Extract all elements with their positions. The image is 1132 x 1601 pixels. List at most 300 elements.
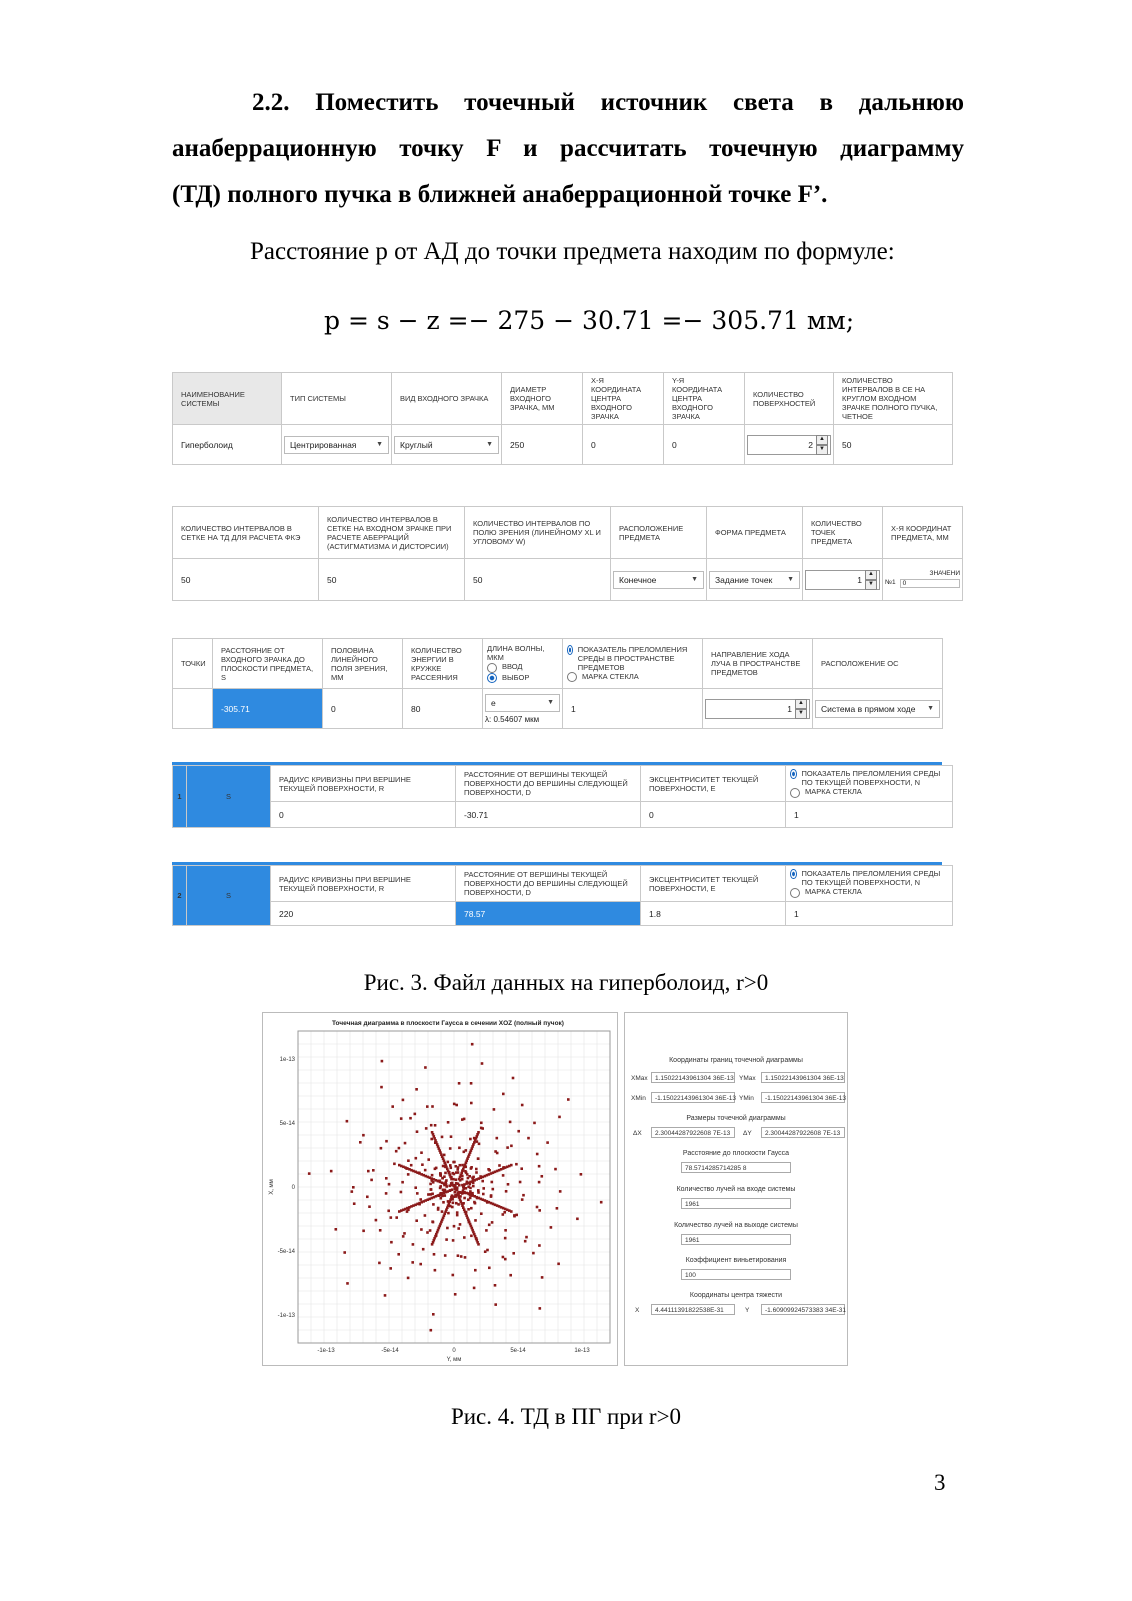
surface-code[interactable]: S: [187, 866, 271, 926]
spot-point: [484, 1250, 487, 1253]
spot-point: [457, 1254, 460, 1257]
spot-point: [362, 1134, 365, 1137]
spot-point: [524, 1240, 527, 1243]
index-cell[interactable]: 1: [786, 902, 953, 926]
cx-field[interactable]: 4.44111391822538E-31: [651, 1304, 735, 1315]
energy-cell[interactable]: 80: [403, 689, 483, 729]
spot-point: [390, 1241, 393, 1244]
spot-point: [457, 1166, 460, 1169]
cy-field[interactable]: -1.60909924573383 34E-31: [761, 1304, 845, 1315]
x-tick-label: 1e-13: [574, 1348, 590, 1354]
spot-point: [498, 1164, 501, 1167]
spot-point: [457, 1203, 460, 1206]
spot-point: [385, 1140, 388, 1143]
radius-cell[interactable]: 0: [271, 802, 456, 828]
spot-point: [441, 1210, 444, 1213]
radio-icon: [567, 672, 577, 682]
pupil-type-select[interactable]: [394, 436, 499, 454]
spot-point: [453, 1103, 456, 1106]
spot-point: [558, 1116, 561, 1119]
pupil-diameter-cell[interactable]: 250: [502, 425, 583, 465]
thickness-cell[interactable]: 78.57: [456, 902, 641, 926]
formula: p = s − z =− 275 − 30.71 =− 305.71 мм;: [324, 306, 855, 335]
spot-point: [393, 1163, 396, 1166]
glass-option[interactable]: [790, 787, 948, 797]
thickness-cell[interactable]: -30.71: [456, 802, 641, 828]
header-object-shape: ФОРМА ПРЕДМЕТА: [707, 507, 803, 559]
spot-point: [459, 1223, 462, 1226]
spot-point: [452, 1239, 455, 1242]
point-cell: [173, 689, 213, 729]
spot-point: [477, 1243, 480, 1246]
spot-point: [416, 1130, 419, 1133]
spot-point: [380, 1086, 383, 1089]
spot-point: [388, 1183, 391, 1186]
spot-point: [400, 1191, 403, 1194]
spot-point: [415, 1219, 418, 1222]
spot-point: [455, 1202, 458, 1205]
spot-point: [395, 1150, 398, 1153]
spot-point: [447, 1161, 450, 1164]
y-tick-label: 0: [291, 1185, 295, 1191]
size-title: Размеры точечной диаграммы: [686, 1115, 786, 1122]
radio-select-option[interactable]: [487, 673, 558, 683]
spot-point: [380, 1147, 383, 1150]
glass-option[interactable]: [790, 887, 948, 897]
values-label: ЗНАЧЕНИ: [929, 569, 960, 577]
gauss-title: Расстояние до плоскости Гаусса: [682, 1150, 790, 1157]
spot-point: [536, 1153, 539, 1156]
pupil-x-cell[interactable]: 0: [583, 425, 664, 465]
header-os-location: РАСПОЛОЖЕНИЕ ОС: [813, 639, 943, 689]
object-index-cell[interactable]: 1: [563, 689, 703, 729]
spot-point: [387, 1210, 390, 1213]
spot-point: [427, 1158, 430, 1161]
x-axis-label: Y, мм: [446, 1357, 462, 1363]
spot-point: [443, 1175, 446, 1178]
spot-point: [384, 1294, 387, 1297]
header-object-points: КОЛИЧЕСТВО ТОЧЕК ПРЕДМЕТА: [803, 507, 883, 559]
object-points-value: 1: [857, 574, 862, 585]
os-location-select[interactable]: [815, 700, 940, 718]
stepper-up-icon[interactable]: ▲: [816, 435, 828, 445]
rays-in-title: Количество лучей на входе системы: [676, 1186, 796, 1193]
xmax-field[interactable]: 1.15022143961304 36E-13: [651, 1072, 735, 1083]
spot-point: [470, 1235, 473, 1238]
spot-point: [407, 1173, 410, 1176]
xmin-field[interactable]: -1.15022143961304 36E-13: [651, 1092, 735, 1103]
dx-field[interactable]: 2.30044287922608 7E-13: [651, 1127, 735, 1138]
spot-point: [430, 1138, 433, 1141]
spot-point: [412, 1243, 415, 1246]
spot-point: [437, 1208, 440, 1211]
stepper-down-icon[interactable]: ▼: [865, 580, 877, 590]
radio-selected-icon: [487, 673, 497, 683]
spot-point: [554, 1168, 557, 1171]
spot-point: [385, 1192, 388, 1195]
rays-in-field[interactable]: 1961: [681, 1198, 791, 1209]
spot-point: [424, 1214, 427, 1217]
spot-point: [362, 1230, 365, 1233]
spot-point: [504, 1237, 507, 1240]
spot-point: [439, 1173, 442, 1176]
cx-label: X: [635, 1307, 640, 1314]
header-thickness: РАССТОЯНИЕ ОТ ВЕРШИНЫ ТЕКУЩЕЙ ПОВЕРХНОСТИ ДО ВЕРШИНЫ СЛЕДУЮЩЕЙ ПОВЕРХНОСТИ, D: [456, 766, 641, 802]
spot-point: [505, 1190, 508, 1193]
radio-input-option[interactable]: [487, 662, 558, 672]
td-intervals-cell[interactable]: 50: [173, 559, 319, 601]
spot-point: [351, 1190, 354, 1193]
spot-point: [460, 1255, 463, 1258]
spot-point: [512, 1077, 515, 1080]
x-tick-label: 0: [452, 1348, 456, 1354]
spot-point: [381, 1060, 384, 1063]
spot-point: [521, 1198, 524, 1201]
spot-point: [458, 1184, 461, 1187]
stepper-down-icon[interactable]: ▼: [795, 709, 807, 719]
spot-point: [430, 1124, 433, 1127]
ymin-label: YMin: [739, 1095, 754, 1102]
spot-point: [450, 1167, 453, 1170]
chevron-down-icon: ▼: [691, 576, 698, 583]
cy-label: Y: [745, 1307, 750, 1314]
dy-field[interactable]: 2.30044287922608 7E-13: [761, 1127, 845, 1138]
spot-point: [477, 1157, 480, 1160]
surface-number[interactable]: 2: [173, 866, 187, 926]
spot-point: [453, 1173, 456, 1176]
spot-point: [504, 1258, 507, 1261]
spot-point: [451, 1188, 454, 1191]
gauss-field[interactable]: 78.5714285714285 8: [681, 1162, 791, 1173]
ymin-field[interactable]: -1.15022143961304 36E-13: [761, 1092, 845, 1103]
spot-point: [538, 1209, 541, 1212]
spot-point: [455, 1104, 458, 1107]
spot-point: [401, 1181, 404, 1184]
spot-point: [491, 1181, 494, 1184]
spot-point: [406, 1210, 409, 1213]
spot-point: [420, 1228, 423, 1231]
spot-point: [538, 1181, 541, 1184]
spot-point: [513, 1214, 516, 1217]
header-radius: РАДИУС КРИВИЗНЫ ПРИ ВЕРШИНЕ ТЕКУЩЕЙ ПОВЕРХНОСТИ, R: [271, 766, 456, 802]
spot-point: [522, 1194, 525, 1197]
spot-point: [455, 1182, 458, 1185]
eccentricity-cell[interactable]: 1.8: [641, 902, 786, 926]
spot-point: [367, 1170, 370, 1173]
spot-point: [546, 1141, 549, 1144]
eccentricity-cell[interactable]: 0: [641, 802, 786, 828]
spot-point: [469, 1187, 472, 1190]
spot-point: [439, 1187, 442, 1190]
half-field-cell[interactable]: 0: [323, 689, 403, 729]
y-tick-label: 1e-13: [279, 1057, 295, 1063]
ymax-field[interactable]: 1.15022143961304 36E-13: [761, 1072, 845, 1083]
spot-point: [411, 1261, 414, 1264]
object-points-stepper[interactable]: [805, 570, 880, 590]
spot-point: [512, 1252, 515, 1255]
spot-point: [415, 1157, 418, 1160]
chevron-down-icon: ▼: [376, 441, 383, 448]
spot-point: [427, 1193, 430, 1196]
header-pupil-type: ВИД ВХОДНОГО ЗРАЧКА: [392, 373, 502, 425]
spot-point: [424, 1169, 427, 1172]
spot-point: [494, 1284, 497, 1287]
object-shape-select[interactable]: [709, 571, 800, 589]
header-td-intervals: КОЛИЧЕСТВО ИНТЕРВАЛОВ В СЕТКЕ НА ТД ДЛЯ РАСЧЕТА ФКЭ: [173, 507, 319, 559]
radio-icon: [487, 663, 497, 673]
spot-point: [541, 1175, 544, 1178]
spot-point: [346, 1120, 349, 1123]
spot-point: [509, 1274, 512, 1277]
spot-point: [414, 1186, 417, 1189]
spot-point: [463, 1197, 466, 1200]
spot-point: [481, 1180, 484, 1183]
header-surface-count: КОЛИЧЕСТВО ПОВЕРХНОСТЕЙ: [745, 373, 834, 425]
spot-point: [527, 1137, 530, 1140]
surface-code[interactable]: S: [187, 766, 271, 828]
spot-point: [490, 1194, 493, 1197]
spot-point: [600, 1201, 603, 1204]
spot-point: [470, 1167, 473, 1170]
header-index: ПОКАЗАТЕЛЬ ПРЕЛОМЛЕНИЯ СРЕДЫ ПО ТЕКУЩЕЙ ПОВЕРХНОСТИ, N: [801, 869, 941, 888]
x-tick-label: 5e-14: [510, 1348, 526, 1354]
spot-point: [431, 1131, 434, 1134]
spot-point: [481, 1062, 484, 1065]
object-x-input[interactable]: 0: [900, 579, 960, 588]
index-option[interactable]: [790, 769, 948, 787]
spot-point: [477, 1189, 480, 1192]
spot-point: [398, 1164, 401, 1167]
heading-line-1: 2.2. Поместить точечный источник света в дальнюю: [252, 89, 964, 116]
spot-point: [451, 1206, 454, 1209]
spot-point: [491, 1221, 494, 1224]
glass-option[interactable]: [567, 672, 698, 682]
spot-point: [429, 1229, 432, 1232]
system-table: [172, 372, 942, 467]
spot-point: [431, 1243, 434, 1246]
spot-point: [449, 1147, 452, 1150]
spot-point: [510, 1145, 513, 1148]
spot-point: [461, 1118, 464, 1121]
object-shape-value: Задание точек: [715, 574, 773, 585]
spot-point: [353, 1202, 356, 1205]
spot-point: [456, 1211, 459, 1214]
spot-point: [308, 1172, 311, 1175]
spot-point: [488, 1224, 491, 1227]
spot-point: [559, 1190, 562, 1193]
header-eccentricity: ЭКСЦЕНТРИСИТЕТ ТЕКУЩЕЙ ПОВЕРХНОСТИ, E: [641, 766, 786, 802]
radio-select-label: ВЫБОР: [502, 672, 530, 682]
spot-point: [481, 1127, 484, 1130]
stepper-down-icon[interactable]: ▼: [816, 445, 828, 455]
vignette-field[interactable]: 100: [681, 1269, 791, 1280]
spot-point: [470, 1207, 473, 1210]
spot-point: [488, 1169, 491, 1172]
spot-point: [506, 1146, 509, 1149]
spot-point: [441, 1136, 444, 1139]
spot-point: [435, 1167, 438, 1170]
radio-icon: [790, 788, 800, 798]
header-aberration-intervals: КОЛИЧЕСТВО ИНТЕРВАЛОВ В СЕТКЕ НА ВХОДНОМ ЗРАЧКЕ ПРИ РАСЧЕТЕ АБЕРРАЦИЙ (АСТИГМАТИЗМА И ДИСТОРСИИ): [319, 507, 465, 559]
spot-point: [515, 1214, 518, 1217]
glass-option-label: МАРКА СТЕКЛА: [805, 787, 862, 797]
spot-point: [440, 1197, 443, 1200]
radio-icon: [790, 888, 800, 898]
spot-point: [352, 1186, 355, 1189]
spot-point: [447, 1121, 450, 1124]
os-location-value: Система в прямом ходе: [821, 703, 916, 714]
spot-point: [482, 1187, 485, 1190]
spot-point: [467, 1198, 470, 1201]
chevron-down-icon: ▼: [927, 705, 934, 712]
spot-point: [453, 1225, 456, 1228]
spot-point: [459, 1191, 462, 1194]
spot-point: [465, 1149, 468, 1152]
spot-point: [442, 1189, 445, 1192]
spot-point: [502, 1093, 505, 1096]
aberration-intervals-cell[interactable]: 50: [319, 559, 465, 601]
spot-point: [445, 1238, 448, 1241]
spot-point: [469, 1138, 472, 1141]
spot-point: [510, 1210, 513, 1213]
spot-point: [470, 1102, 473, 1105]
spot-point: [375, 1219, 378, 1222]
spot-point: [463, 1236, 466, 1239]
header-direction: НАПРАВЛЕНИЕ ХОДА ЛУЧА В ПРОСТРАНСТВЕ ПРЕДМЕТОВ: [703, 639, 813, 689]
spot-point: [422, 1248, 425, 1251]
surface-row-1: [172, 762, 942, 833]
spot-point: [519, 1181, 522, 1184]
spot-point: [431, 1105, 434, 1108]
spot-point: [536, 1206, 539, 1209]
spot-point: [474, 1269, 477, 1272]
spot-point: [471, 1043, 474, 1046]
index-option[interactable]: [790, 869, 948, 887]
spot-point: [433, 1253, 436, 1256]
stepper-up-icon[interactable]: ▲: [795, 699, 807, 709]
spot-point: [448, 1185, 451, 1188]
spot-point: [458, 1082, 461, 1085]
header-object-index: ПОКАЗАТЕЛЬ ПРЕЛОМЛЕНИЯ СРЕДЫ В ПРОСТРАНСТВЕ ПРЕДМЕТОВ: [577, 644, 688, 672]
field-intervals-cell[interactable]: 50: [465, 559, 611, 601]
spot-point: [541, 1276, 544, 1279]
bounds-title: Координаты границ точечной диаграммы: [669, 1057, 803, 1064]
spot-point: [426, 1105, 429, 1108]
spot-point: [480, 1212, 483, 1215]
xmax-label: XMax: [631, 1075, 648, 1082]
spot-point: [482, 1193, 485, 1196]
spot-point: [459, 1164, 462, 1167]
wavelength-value: λ: 0.54607 мкм: [485, 714, 540, 724]
spot-point: [430, 1188, 433, 1191]
radio-selected-icon: [567, 645, 573, 655]
spot-point: [525, 1236, 528, 1239]
spot-point: [397, 1253, 400, 1256]
object-location-select[interactable]: [613, 571, 704, 589]
spot-point: [370, 1179, 373, 1182]
surface-number[interactable]: 1: [173, 766, 187, 828]
pupil-y-cell[interactable]: 0: [664, 425, 745, 465]
diagram-info-panel: [624, 1012, 848, 1366]
spot-point: [416, 1192, 419, 1195]
interval-count-cell[interactable]: 50: [834, 425, 953, 465]
spot-point: [452, 1274, 455, 1277]
spot-point: [454, 1194, 457, 1197]
spot-point: [444, 1194, 447, 1197]
chevron-down-icon: ▼: [787, 576, 794, 583]
spot-point: [494, 1150, 497, 1153]
y-axis-label: X, мм: [269, 1179, 275, 1195]
header-object-location: РАСПОЛОЖЕНИЕ ПРЕДМЕТА: [611, 507, 707, 559]
distance-cell[interactable]: -305.71: [213, 689, 323, 729]
spot-point: [446, 1227, 449, 1230]
wavelength-select-value: e: [491, 697, 496, 708]
spot-point: [366, 1196, 369, 1199]
glass-option-label: МАРКА СТЕКЛА: [805, 887, 862, 897]
header-radius: РАДИУС КРИВИЗНЫ ПРИ ВЕРШИНЕ ТЕКУЩЕЙ ПОВЕРХНОСТИ, R: [271, 866, 456, 902]
rays-out-field[interactable]: 1961: [681, 1234, 791, 1245]
spot-point: [415, 1088, 418, 1091]
spot-point: [454, 1187, 457, 1190]
spot-point: [403, 1232, 406, 1235]
index-cell[interactable]: 1: [786, 802, 953, 828]
direction-value: 1: [787, 703, 792, 714]
index-option[interactable]: [567, 645, 698, 672]
object-table: [172, 638, 942, 732]
spot-point: [550, 1226, 553, 1229]
x-tick-label: -1e-13: [317, 1348, 335, 1354]
y-tick-label: -5e-14: [277, 1249, 295, 1255]
header-field-intervals: КОЛИЧЕСТВО ИНТЕРВАЛОВ ПО ПОЛЮ ЗРЕНИЯ (ЛИНЕЙНОМУ XL И УГЛОВОМУ W): [465, 507, 611, 559]
page-number: 3: [934, 1470, 946, 1495]
direction-stepper[interactable]: [705, 699, 810, 719]
spot-point: [407, 1159, 410, 1162]
radius-cell[interactable]: 220: [271, 902, 456, 926]
spot-point: [425, 1127, 428, 1130]
spot-point: [517, 1130, 520, 1133]
chevron-down-icon: ▼: [486, 441, 493, 448]
system-type-select[interactable]: [284, 436, 389, 454]
figure-4-caption: Рис. 4. ТД в ПГ при r>0: [450, 1404, 682, 1429]
spot-point: [431, 1193, 434, 1196]
spot-point: [502, 1174, 505, 1177]
system-type-value: Центрированная: [290, 439, 357, 450]
center-title: Координаты центра тяжести: [689, 1292, 783, 1299]
spot-point: [390, 1216, 393, 1219]
x-tick-label: -5e-14: [381, 1348, 399, 1354]
stepper-up-icon[interactable]: ▲: [865, 570, 877, 580]
spot-point: [343, 1251, 346, 1254]
header-eccentricity: ЭКСЦЕНТРИСИТЕТ ТЕКУЩЕЙ ПОВЕРХНОСТИ, E: [641, 866, 786, 902]
spot-point: [454, 1191, 457, 1194]
wavelength-select[interactable]: [485, 694, 560, 712]
system-name-cell[interactable]: Гиперболоид: [173, 425, 282, 465]
plot-title: Точечная диаграмма в плоскости Гаусса в сечении XOZ (полный пучок): [332, 1020, 564, 1027]
surface-count-stepper[interactable]: [747, 435, 831, 455]
header-point: ТОЧКИ: [173, 639, 213, 689]
y-tick-label: 5e-14: [279, 1121, 295, 1127]
spot-diagram-chart: [263, 1013, 617, 1365]
spot-point: [407, 1277, 410, 1280]
header-energy: КОЛИЧЕСТВО ЭНЕРГИИ В КРУЖКЕ РАССЕЯНИЯ: [403, 639, 483, 689]
spot-point: [468, 1175, 471, 1178]
spot-point: [502, 1213, 505, 1216]
spot-point: [335, 1228, 338, 1231]
spot-point: [580, 1173, 583, 1176]
spot-point: [496, 1137, 499, 1140]
spot-point: [485, 1229, 488, 1232]
spot-point: [457, 1227, 460, 1230]
